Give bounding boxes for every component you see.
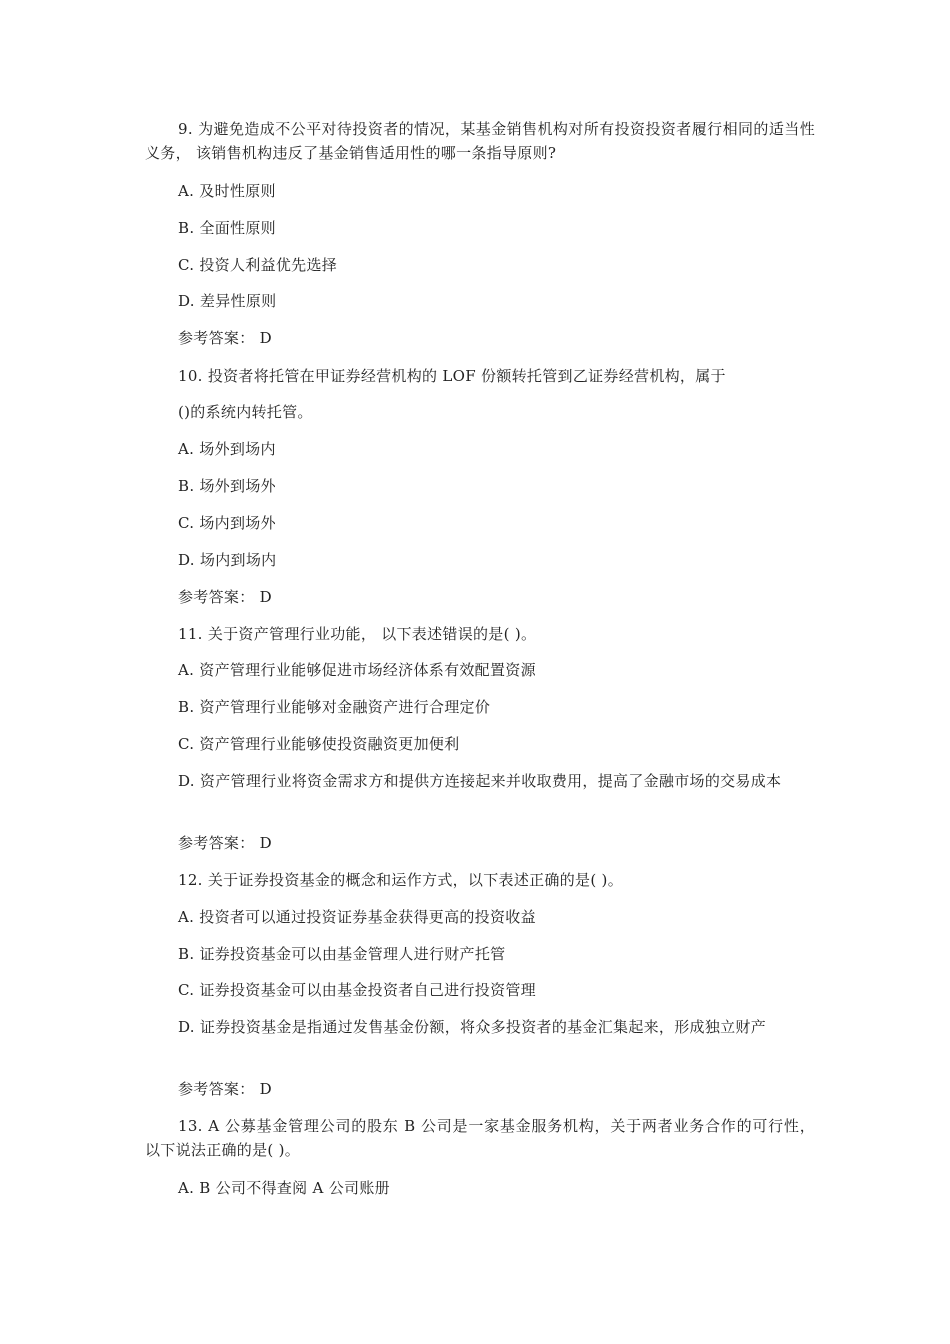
question-9-answer: 参考答案： D xyxy=(178,329,272,347)
question-13-option-a: A. B 公司不得查阅 A 公司账册 xyxy=(178,1179,390,1197)
question-12-option-c: C. 证券投资基金可以由基金投资者自己进行投资管理 xyxy=(178,981,536,999)
question-11-stem: 11. 关于资产管理行业功能， 以下表述错误的是( )。 xyxy=(178,625,537,643)
question-11-option-a: A. 资产管理行业能够促进市场经济体系有效配置资源 xyxy=(178,661,536,679)
question-12-option-d: D. 证券投资基金是指通过发售基金份额，将众多投资者的基金汇集起来，形成独立财产 xyxy=(178,1018,767,1036)
question-9-option-d: D. 差异性原则 xyxy=(178,292,277,310)
question-11-option-c: C. 资产管理行业能够使投资融资更加便利 xyxy=(178,735,460,753)
question-9-stem: 9. 为避免造成不公平对待投资者的情况，某基金销售机构对所有投资投资者履行相同的适当性义务， 该销售机构违反了基金销售适用性的哪一条指导原则? xyxy=(145,120,815,162)
question-9-option-a: A. 及时性原则 xyxy=(178,182,276,200)
question-10-option-d: D. 场内到场内 xyxy=(178,551,277,569)
question-9-option-c: C. 投资人利益优先选择 xyxy=(178,256,338,274)
question-12-option-b: B. 证券投资基金可以由基金管理人进行财产托管 xyxy=(178,945,506,963)
question-12-option-a: A. 投资者可以通过投资证券基金获得更高的投资收益 xyxy=(178,908,536,926)
question-10-stem-line2: ()的系统内转托管。 xyxy=(178,403,313,421)
question-10-answer: 参考答案： D xyxy=(178,588,272,606)
question-10-option-b: B. 场外到场外 xyxy=(178,477,276,495)
question-13-stem: 13. A 公募基金管理公司的股东 B 公司是一家基金服务机构，关于两者业务合作的可行性， 以下说法正确的是( )。 xyxy=(145,1117,815,1159)
question-11-answer: 参考答案： D xyxy=(178,834,272,852)
question-12-answer: 参考答案： D xyxy=(178,1080,272,1098)
question-10-option-c: C. 场内到场外 xyxy=(178,514,276,532)
question-11-option-d: D. 资产管理行业将资金需求方和提供方连接起来并收取费用，提高了金融市场的交易成本 xyxy=(178,772,782,790)
question-11-option-b: B. 资产管理行业能够对金融资产进行合理定价 xyxy=(178,698,491,716)
question-10-option-a: A. 场外到场内 xyxy=(178,440,276,458)
question-9-option-b: B. 全面性原则 xyxy=(178,219,276,237)
question-10-stem-line1: 10. 投资者将托管在甲证券经营机构的 LOF 份额转托管到乙证券经营机构，属于 xyxy=(178,367,726,385)
question-12-stem: 12. 关于证券投资基金的概念和运作方式，以下表述正确的是( )。 xyxy=(178,871,623,889)
